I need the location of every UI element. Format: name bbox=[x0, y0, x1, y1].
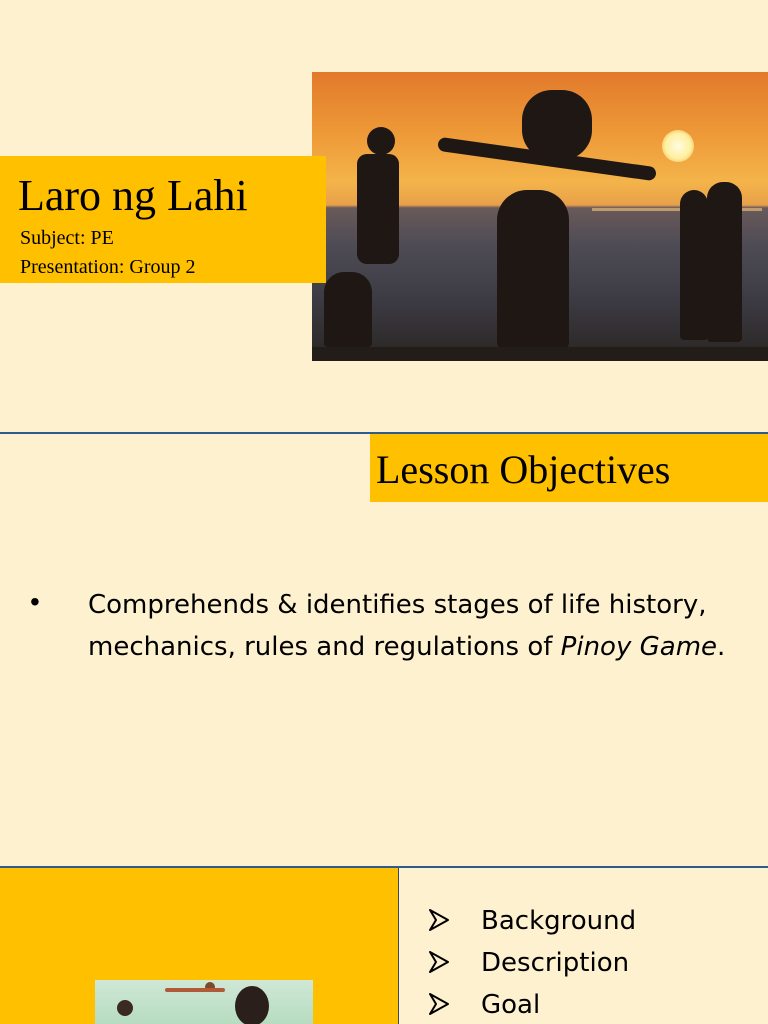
title-box bbox=[0, 156, 326, 283]
slide-title: Laro ng Lahi bbox=[18, 171, 248, 220]
arrow-bullet-icon bbox=[428, 950, 450, 974]
list-item-label: Description bbox=[481, 948, 630, 978]
figure-head bbox=[117, 1000, 133, 1016]
presentation-label: Presentation: Group 2 bbox=[20, 256, 196, 278]
arrow-bullet-icon bbox=[428, 908, 450, 932]
objectives-heading-box bbox=[370, 434, 768, 502]
arrow-bullet-icon bbox=[428, 992, 450, 1016]
title-slide bbox=[0, 0, 768, 432]
sun-shape bbox=[662, 130, 694, 162]
list-item-label: Goal bbox=[481, 990, 541, 1020]
objectives-slide bbox=[0, 434, 768, 866]
objective-text bbox=[88, 584, 728, 668]
child-silhouette-sitting bbox=[324, 272, 372, 347]
figure-arm bbox=[165, 988, 225, 992]
sunset-children-photo bbox=[312, 72, 768, 361]
child-silhouette-left bbox=[367, 127, 395, 155]
children-playing-illustration bbox=[95, 980, 313, 1024]
objective-end-text: . bbox=[717, 632, 726, 662]
bullet-icon: • bbox=[30, 586, 40, 617]
child-silhouette-right-1 bbox=[680, 190, 708, 340]
panel-divider bbox=[398, 868, 399, 1024]
child-silhouette-bending bbox=[497, 190, 569, 350]
figure-head bbox=[235, 986, 269, 1024]
child-silhouette-left-body bbox=[357, 154, 399, 264]
child-silhouette-right-2 bbox=[707, 182, 742, 342]
topics-slide bbox=[0, 868, 768, 1024]
objectives-heading: Lesson Objectives bbox=[376, 447, 671, 492]
objective-main-text: Comprehends & identifies stages of life history, mechanics, rules and regulations of bbox=[88, 590, 707, 662]
beach-sand bbox=[312, 347, 768, 361]
objective-italic-text: Pinoy Game bbox=[560, 632, 718, 662]
list-item-label: Background bbox=[481, 906, 637, 936]
topics-accent-panel bbox=[0, 868, 398, 1024]
subject-label: Subject: PE bbox=[20, 227, 114, 249]
